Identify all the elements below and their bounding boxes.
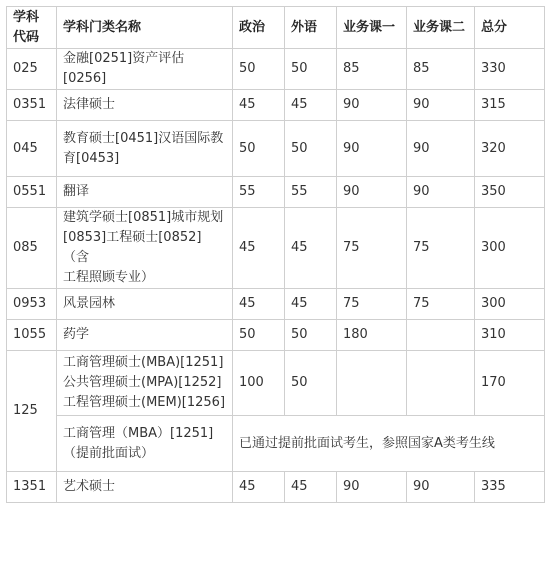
- table-row: [7, 351, 545, 416]
- cell-course1: 75: [337, 208, 407, 289]
- cell-politics: 100: [233, 351, 285, 416]
- cell-name: [57, 416, 233, 472]
- cell-politics: 55: [233, 177, 285, 208]
- header-foreign: 外语: [285, 7, 337, 49]
- header-code: 学科代码: [7, 7, 57, 49]
- cell-foreign: 55: [285, 177, 337, 208]
- cell-name-line: 工程照顾专业）: [63, 270, 155, 285]
- header-name: 学科门类名称: [57, 7, 233, 49]
- table-header-row: [7, 7, 545, 49]
- cell-course2: 90: [407, 90, 475, 121]
- cell-foreign: 50: [285, 320, 337, 351]
- cell-course2: [407, 351, 475, 416]
- cell-course2: 75: [407, 208, 475, 289]
- cell-course2: [407, 320, 475, 351]
- table-row: [7, 416, 545, 472]
- cell-name: [57, 351, 233, 416]
- cell-note: 已通过提前批面试考生，参照国家A类考生线: [233, 416, 545, 472]
- cell-course1: 180: [337, 320, 407, 351]
- cell-name: [57, 208, 233, 289]
- cell-name: [57, 121, 233, 177]
- table-row: [7, 177, 545, 208]
- cell-code: 025: [7, 49, 57, 90]
- cell-total: 350: [475, 177, 545, 208]
- cell-foreign: 45: [285, 90, 337, 121]
- cell-code: 0551: [7, 177, 57, 208]
- cell-total: 170: [475, 351, 545, 416]
- cell-course1: 75: [337, 289, 407, 320]
- cell-name-line: [0853]工程硕士[0852]（含: [63, 230, 202, 265]
- cell-course2: 75: [407, 289, 475, 320]
- cell-total: 310: [475, 320, 545, 351]
- cell-foreign: 50: [285, 121, 337, 177]
- cell-course2: 85: [407, 49, 475, 90]
- cell-name-line: 工程管理硕士(MEM)[1256]: [63, 395, 226, 410]
- cell-code: 0953: [7, 289, 57, 320]
- cell-total: 300: [475, 208, 545, 289]
- cell-course2: 90: [407, 472, 475, 503]
- cell-politics: 45: [233, 90, 285, 121]
- cell-course2: 90: [407, 121, 475, 177]
- cell-code: 125: [7, 351, 57, 472]
- table-row: [7, 320, 545, 351]
- cell-foreign: 50: [285, 49, 337, 90]
- cell-foreign: 45: [285, 289, 337, 320]
- cell-course1: 90: [337, 472, 407, 503]
- cell-total: 330: [475, 49, 545, 90]
- cell-name-line: （提前批面试）: [63, 445, 155, 461]
- cell-code: 0351: [7, 90, 57, 121]
- cell-total: 320: [475, 121, 545, 177]
- cell-name-line: 公共管理硕士(MPA)[1252]: [63, 375, 222, 390]
- cell-code: 045: [7, 121, 57, 177]
- cell-name: 风景园林: [57, 289, 233, 320]
- cell-total: 335: [475, 472, 545, 503]
- cell-name-line: 工商管理硕士(MBA)[1251]: [63, 355, 224, 370]
- cell-total: 315: [475, 90, 545, 121]
- table-row: [7, 208, 545, 289]
- cell-course2: 90: [407, 177, 475, 208]
- cell-course1: 90: [337, 121, 407, 177]
- cell-name: 翻译: [57, 177, 233, 208]
- cell-politics: 50: [233, 49, 285, 90]
- cell-politics: 50: [233, 121, 285, 177]
- cell-course1: 90: [337, 90, 407, 121]
- header-course2: 业务课二: [407, 7, 475, 49]
- cell-name-line: 育[0453]: [63, 150, 120, 166]
- table-row: [7, 49, 545, 90]
- cell-code: 1351: [7, 472, 57, 503]
- cell-foreign: 45: [285, 472, 337, 503]
- cell-name-line: 教育硕士[0451]汉语国际教: [63, 130, 224, 146]
- cell-course1: [337, 351, 407, 416]
- header-course1: 业务课一: [337, 7, 407, 49]
- table-row: [7, 472, 545, 503]
- cell-foreign: 50: [285, 351, 337, 416]
- cell-foreign: 45: [285, 208, 337, 289]
- cell-course1: 90: [337, 177, 407, 208]
- cell-total: 300: [475, 289, 545, 320]
- cell-name: 药学: [57, 320, 233, 351]
- cell-name-line: 工商管理（MBA）[1251]: [63, 425, 214, 441]
- cell-politics: 45: [233, 208, 285, 289]
- header-total: 总分: [475, 7, 545, 49]
- table-row: [7, 90, 545, 121]
- cell-course1: 85: [337, 49, 407, 90]
- cell-code: 085: [7, 208, 57, 289]
- table-row: [7, 121, 545, 177]
- cell-name: 艺术硕士: [57, 472, 233, 503]
- cell-name: 法律硕士: [57, 90, 233, 121]
- cell-code: 1055: [7, 320, 57, 351]
- header-politics: 政治: [233, 7, 285, 49]
- admission-score-table: [6, 6, 545, 503]
- cell-name: 金融[0251]资产评估[0256]: [57, 49, 233, 90]
- cell-politics: 50: [233, 320, 285, 351]
- cell-politics: 45: [233, 472, 285, 503]
- cell-politics: 45: [233, 289, 285, 320]
- table-row: [7, 289, 545, 320]
- cell-name-line: 建筑学硕士[0851]城市规划: [63, 210, 224, 225]
